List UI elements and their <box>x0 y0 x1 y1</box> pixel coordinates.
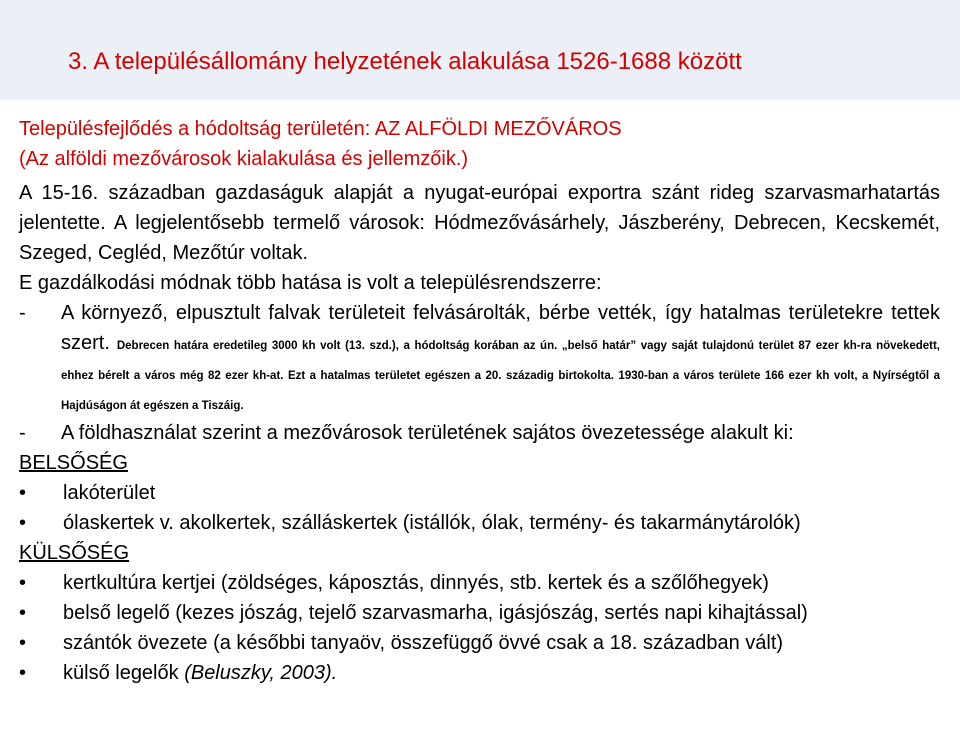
list-item <box>19 628 940 658</box>
bullet-icon: • <box>19 572 27 594</box>
list-item-text: kertkultúra kertjei (zöldséges, káposztás, dinnyés, stb. kertek és a szőlőhegyek) <box>63 572 769 594</box>
debrecen-note: Debrecen határa eredetileg 3000 kh volt (13. szd.), a hódoltság korában az ún. „belső határ” vagy saját tulajdonú terület 87 ezer kh-ra növekedett, ehhez bérelt a város még 82 ezer kh-at. Ezt a hatalmas területet egészen a 20. századig birtokolta. 1930-ban a város területe 166 ezer kh volt, a Nyírségtől a Hajdúságon át egészen a Tiszáig. <box>61 340 940 412</box>
paragraph-effects: E gazdálkodási módnak több hatása is volt a településrendszerre: <box>19 272 602 294</box>
subtitle-line-1: Településfejlődés a hódoltság területén: AZ ALFÖLDI MEZŐVÁROS <box>19 118 622 140</box>
slide-content <box>19 114 940 688</box>
bullet-icon: • <box>19 482 27 504</box>
dash-mark: - <box>19 302 26 324</box>
list-item-text: szántók övezete (a későbbi tanyaöv, összefüggő övvé csak a 18. században vált) <box>63 632 784 654</box>
list-item <box>19 658 940 688</box>
bullet-icon: • <box>19 602 27 624</box>
outer-zone-heading: KÜLSŐSÉG <box>19 542 130 564</box>
subtitle-line-2: (Az alföldi mezővárosok kialakulása és jellemzőik.) <box>19 148 469 170</box>
dash-mark: - <box>19 422 26 444</box>
list-item-text: külső legelők <box>63 662 185 684</box>
list-item <box>19 508 940 538</box>
bullet-icon: • <box>19 632 27 654</box>
list-item-text: lakóterület <box>63 482 156 504</box>
list-item <box>19 568 940 598</box>
list-item-text: belső legelő (kezes jószág, tejelő szarvasmarha, igásjószág, sertés napi kihajtással) <box>63 602 808 624</box>
list-item-text: ólaskertek v. akolkertek, szálláskertek (istállók, ólak, termény- és takarmánytárolók) <box>63 512 801 534</box>
slide-title: 3. A településállomány helyzetének alakulása 1526-1688 között <box>68 48 742 75</box>
list-item <box>19 478 940 508</box>
paragraph-economy: A 15-16. században gazdaságuk alapját a nyugat-európai exportra szánt rideg szarvasmarhatartás jelentette. A legjelentősebb termelő városok: Hódmezővásárhely, Jászberény, Debrecen, Kecskemét, Szeged, Cegléd, Mezőtúr voltak. <box>19 182 940 264</box>
bullet-icon: • <box>19 662 27 684</box>
dash-item-zoning <box>19 418 940 448</box>
bullet-icon: • <box>19 512 27 534</box>
dash-item-zoning-text: A földhasználat szerint a mezővárosok területének sajátos övezetessége alakult ki: <box>61 422 794 444</box>
inner-zone-heading: BELSŐSÉG <box>19 452 128 474</box>
dash-item-land <box>19 298 940 418</box>
citation: (Beluszky, 2003). <box>184 662 338 684</box>
dash-item-land-text: A környező, elpusztult falvak területeit felvásárolták, bérbe vették, így hatalmas területekre tettek szert. <box>61 302 940 354</box>
list-item <box>19 598 940 628</box>
